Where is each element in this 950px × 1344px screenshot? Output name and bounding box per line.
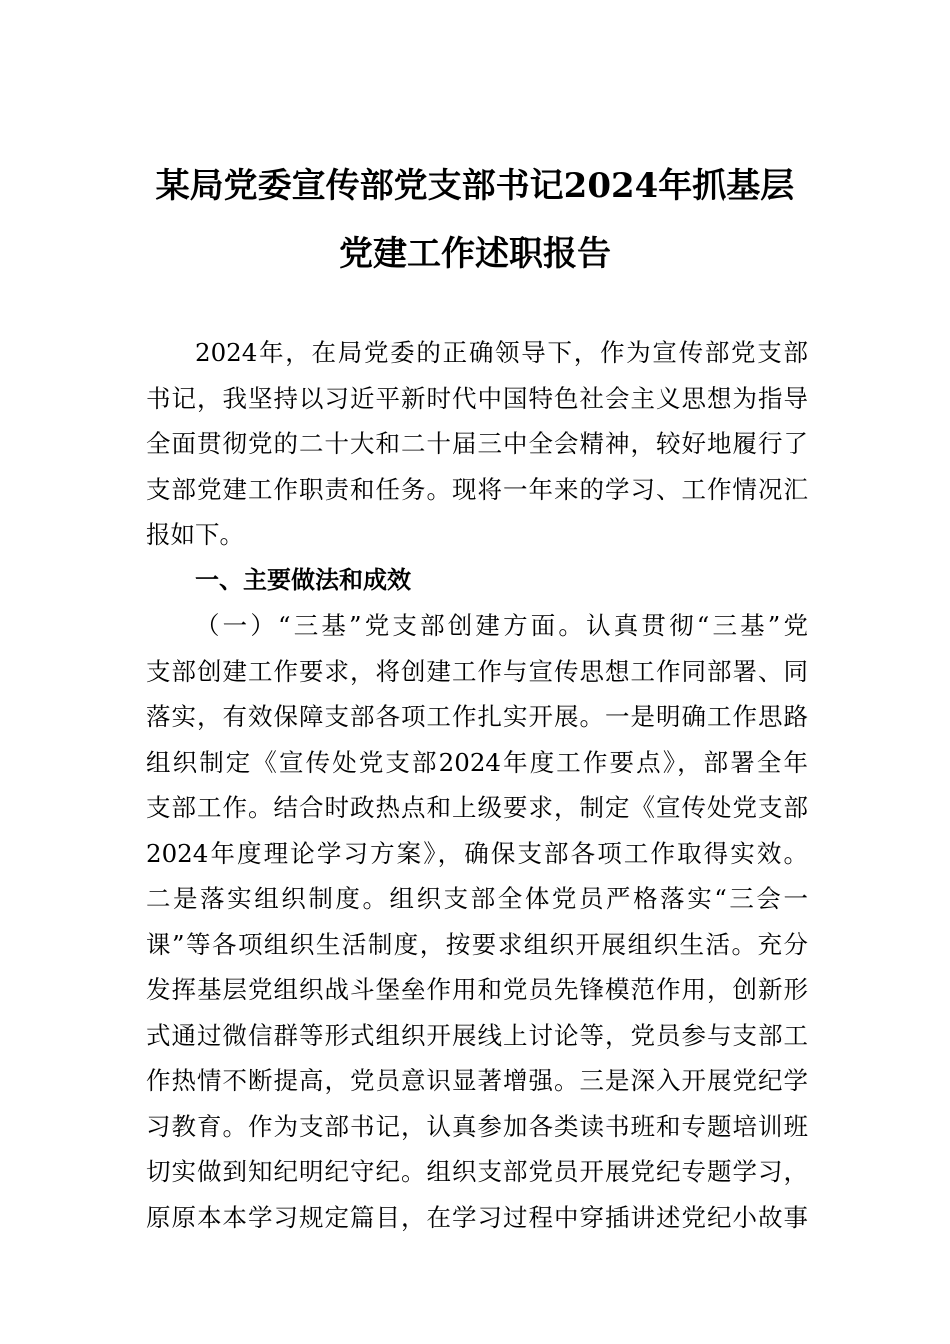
paragraph-line: 原原本本学习规定篇目，在学习过程中穿插讲述党纪小故事 [146,1202,808,1232]
paragraph-line: 支部工作。结合时政热点和上级要求，制定《宣传处党支部 [146,793,808,822]
document-title-line-1: 某局党委宣传部党支部书记2024年抓基层 [155,166,795,206]
paragraph-line: 切实做到知纪明纪守纪。组织支部党员开展党纪专题学习， [146,1157,808,1186]
paragraph-line: （一）“三基”党支部创建方面。认真贯彻“三基”党 [195,611,808,640]
paragraph-line: 落实，有效保障支部各项工作扎实开展。一是明确工作思路 [146,702,808,731]
paragraph-line: 式通过微信群等形式组织开展线上讨论等，党员参与支部工 [146,1020,808,1050]
intro-paragraph [146,330,808,558]
document-title-line-2: 党建工作述职报告 [339,234,611,274]
paragraph-line: 支部党建工作职责和任务。现将一年来的学习、工作情况汇 [146,474,808,504]
paragraph-line: 全面贯彻党的二十大和二十届三中全会精神，较好地履行了 [146,429,808,458]
paragraph-line: 发挥基层党组织战斗堡垒作用和党员先锋模范作用，创新形 [146,975,808,1004]
paragraph-line: 习教育。作为支部书记，认真参加各类读书班和专题培训班 [146,1111,808,1141]
section-heading: 一、主要做法和成效 [195,565,411,594]
paragraph-line: 作热情不断提高，党员意识显著增强。三是深入开展党纪学 [146,1066,808,1095]
section-1-paragraph [146,603,808,1240]
paragraph-line: 支部创建工作要求，将创建工作与宣传思想工作同部署、同 [146,656,808,686]
paragraph-line: 2024年，在局党委的正确领导下，作为宣传部党支部 [195,338,808,367]
paragraph-line: 书记，我坚持以习近平新时代中国特色社会主义思想为指导 [146,383,808,413]
paragraph-line: 课”等各项组织生活制度，按要求组织开展组织生活。充分 [146,929,808,959]
paragraph-line: 二是落实组织制度。组织支部全体党员严格落实“三会一 [146,884,808,913]
paragraph-line: 组织制定《宣传处党支部2024年度工作要点》，部署全年 [146,747,808,777]
paragraph-line: 报如下。 [146,520,244,549]
paragraph-line: 2024年度理论学习方案》，确保支部各项工作取得实效。 [146,838,808,868]
document-body [146,330,808,1240]
